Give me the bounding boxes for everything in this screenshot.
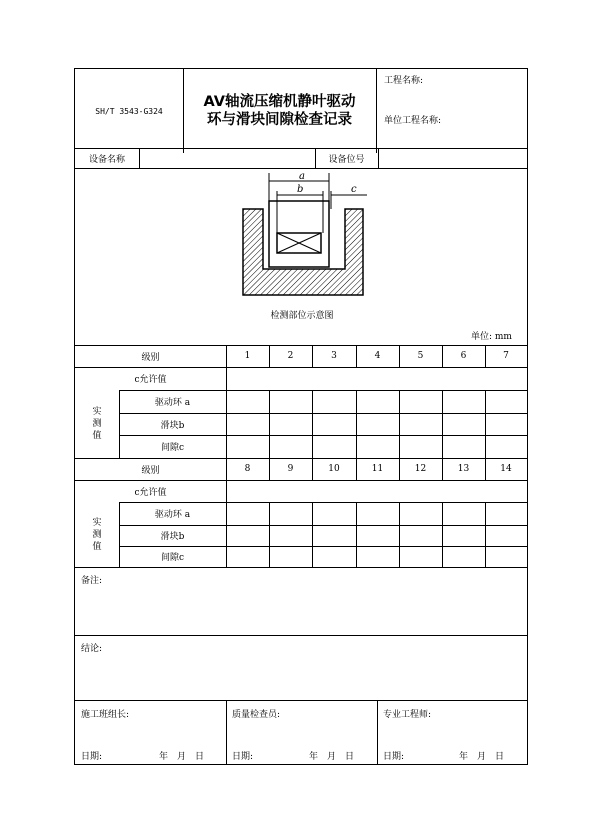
gap-row-label: 间隙c	[160, 443, 185, 453]
measured-group-label-2: 实测值	[92, 517, 102, 552]
equipment-name-field[interactable]	[139, 148, 315, 168]
grade-12: 12	[414, 464, 427, 474]
engineer-label: 专业工程师:	[383, 710, 432, 720]
unit-text: 单位: mm	[471, 332, 512, 342]
c-allowed-label-2: c允许值	[134, 487, 167, 498]
measured-group-label: 实测值	[92, 407, 102, 441]
grade-6: 6	[460, 351, 467, 361]
grade-4: 4	[374, 351, 381, 361]
measurement-diagram	[235, 173, 375, 299]
equipment-position-field[interactable]	[378, 148, 527, 168]
c-allowed-value-field-2[interactable]	[226, 480, 527, 502]
grade-3: 3	[331, 351, 337, 361]
grade-14: 14	[500, 464, 512, 474]
grade-10: 10	[328, 464, 340, 474]
quality-inspector-label: 质量检查员:	[232, 710, 281, 720]
c-allowed-label: c允许值	[134, 375, 167, 385]
dimension-b-label: b	[297, 184, 304, 195]
remarks-label: 备注:	[81, 576, 103, 586]
grade-label-2: 级别	[141, 465, 160, 476]
diagram-caption: 检测部位示意图	[270, 310, 334, 321]
title-line-1: AV轴流压缩机静叶驱动	[203, 94, 356, 110]
standard-code: SH/T 3543-G324	[95, 106, 163, 116]
conclusion-label: 结论:	[81, 644, 103, 654]
equipment-name-label: 设备名称	[88, 154, 125, 165]
page-title	[183, 69, 376, 153]
team-leader-label: 施工班组长:	[81, 710, 130, 720]
conclusion-field[interactable]	[75, 635, 527, 700]
slider-row-label-2: 滑块b	[160, 532, 185, 542]
grade-5: 5	[417, 351, 424, 361]
grade-9: 9	[287, 464, 294, 474]
project-name-label: 工程名称:	[384, 76, 424, 86]
remarks-field[interactable]	[75, 567, 527, 635]
date-ymd-3: 年 月 日	[459, 752, 505, 762]
dimension-a-label: a	[299, 173, 305, 182]
grade-11: 11	[371, 464, 384, 474]
gap-row-label-2: 间隙c	[160, 553, 185, 563]
c-allowed-value-field[interactable]	[226, 367, 527, 390]
date-ymd-2: 年 月 日	[309, 752, 355, 762]
equipment-position-label: 设备位号	[328, 154, 365, 165]
date-label-3: 日期:	[383, 752, 405, 762]
date-label-1: 日期:	[81, 752, 103, 762]
title-line-2: 环与滑块间隙检查记录	[207, 112, 352, 128]
slider-row-label: 滑块b	[160, 420, 185, 431]
grade-2: 2	[287, 351, 294, 361]
grade-label: 级别	[141, 352, 160, 363]
date-label-2: 日期:	[232, 752, 254, 762]
inspection-record-form	[74, 68, 528, 765]
grade-7: 7	[503, 351, 509, 361]
drive-ring-row-label-2: 驱动环 a	[154, 510, 191, 520]
grade-1: 1	[244, 351, 251, 361]
grade-8: 8	[244, 464, 251, 474]
unit-project-label: 单位工程名称:	[384, 116, 442, 126]
dimension-c-label: c	[351, 184, 357, 195]
grade-13: 13	[457, 464, 470, 474]
date-ymd-1: 年 月 日	[159, 752, 205, 762]
drive-ring-row-label: 驱动环 a	[154, 398, 191, 408]
